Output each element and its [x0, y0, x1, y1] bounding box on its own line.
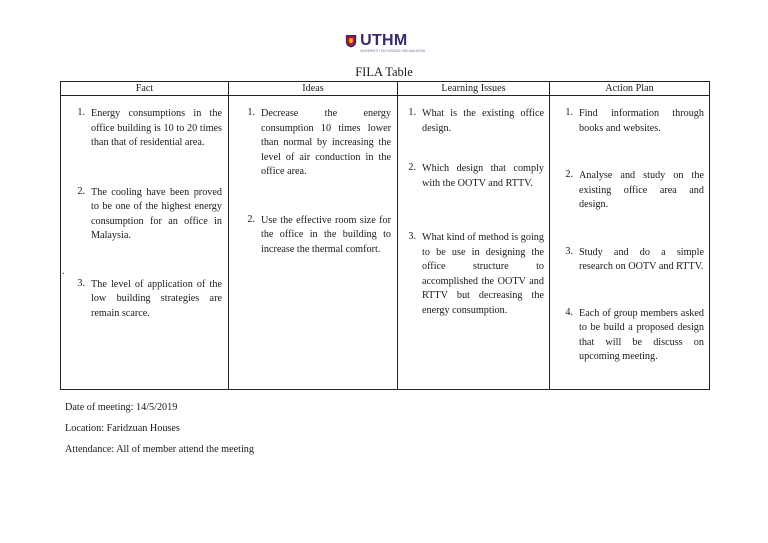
uthm-logo [345, 33, 425, 55]
fila-table [60, 81, 710, 390]
university-crest-icon [345, 33, 357, 49]
page-title: FILA Table [355, 65, 413, 79]
list-item: 1. Energy consumptions in the office building is 10 to 20 times than that of residential area. [77, 107, 222, 148]
table-header-row [61, 82, 710, 96]
meeting-attendance: Attendance: All of member attend the meeting [65, 444, 254, 455]
list-item: 2. Use the effective room size for the office in the building to increase the thermal comfort. [247, 213, 391, 255]
list-item: 4. Each of group members asked to be build a proposed design that will be discuss on upcoming meeting. [565, 306, 704, 362]
header-ideas: Ideas [229, 82, 398, 96]
logo-subtitle: UNIVERSITI TUN HUSSEIN ONN MALAYSIA [360, 49, 425, 53]
list-item: 1. What is the existing office design. [408, 107, 544, 134]
table-row [61, 96, 710, 390]
list-item: 2. Analyse and study on the existing office area and design. [565, 169, 704, 210]
meeting-location: Location: Faridzuan Houses [65, 423, 180, 434]
list-item: 1. Decrease the energy consumption 10 times lower than normal by increasing the level of air conduction in the office area. [247, 107, 391, 177]
action-plan-cell [550, 96, 710, 390]
ideas-cell [229, 96, 398, 390]
list-item: 2. The cooling have been proved to be one of the highest energy consumption for an office in Malaysia. [77, 185, 222, 241]
list-item: 3. The level of application of the low building strategies are remain scarce. [77, 277, 222, 319]
header-learning-issues: Learning Issues [398, 82, 550, 96]
logo-wordmark: UTHM [360, 32, 408, 49]
fact-cell [61, 96, 229, 390]
list-item: 3. What kind of method is going to be use in designing the office structure to accomplished the OOTV and RTTV but decreasing the energy consumption. [408, 231, 544, 316]
header-action-plan: Action Plan [550, 82, 710, 96]
meeting-date: Date of meeting: 14/5/2019 [65, 402, 178, 413]
stray-mark: . [62, 266, 65, 277]
list-item: 2. Which design that comply with the OOTV and RTTV. [408, 162, 544, 189]
list-item: 1. Find information through books and websites. [565, 107, 704, 134]
header-fact: Fact [61, 82, 229, 96]
list-item: 3. Study and do a simple research on OOTV and RTTV. [565, 245, 704, 272]
learning-issues-cell [398, 96, 550, 390]
